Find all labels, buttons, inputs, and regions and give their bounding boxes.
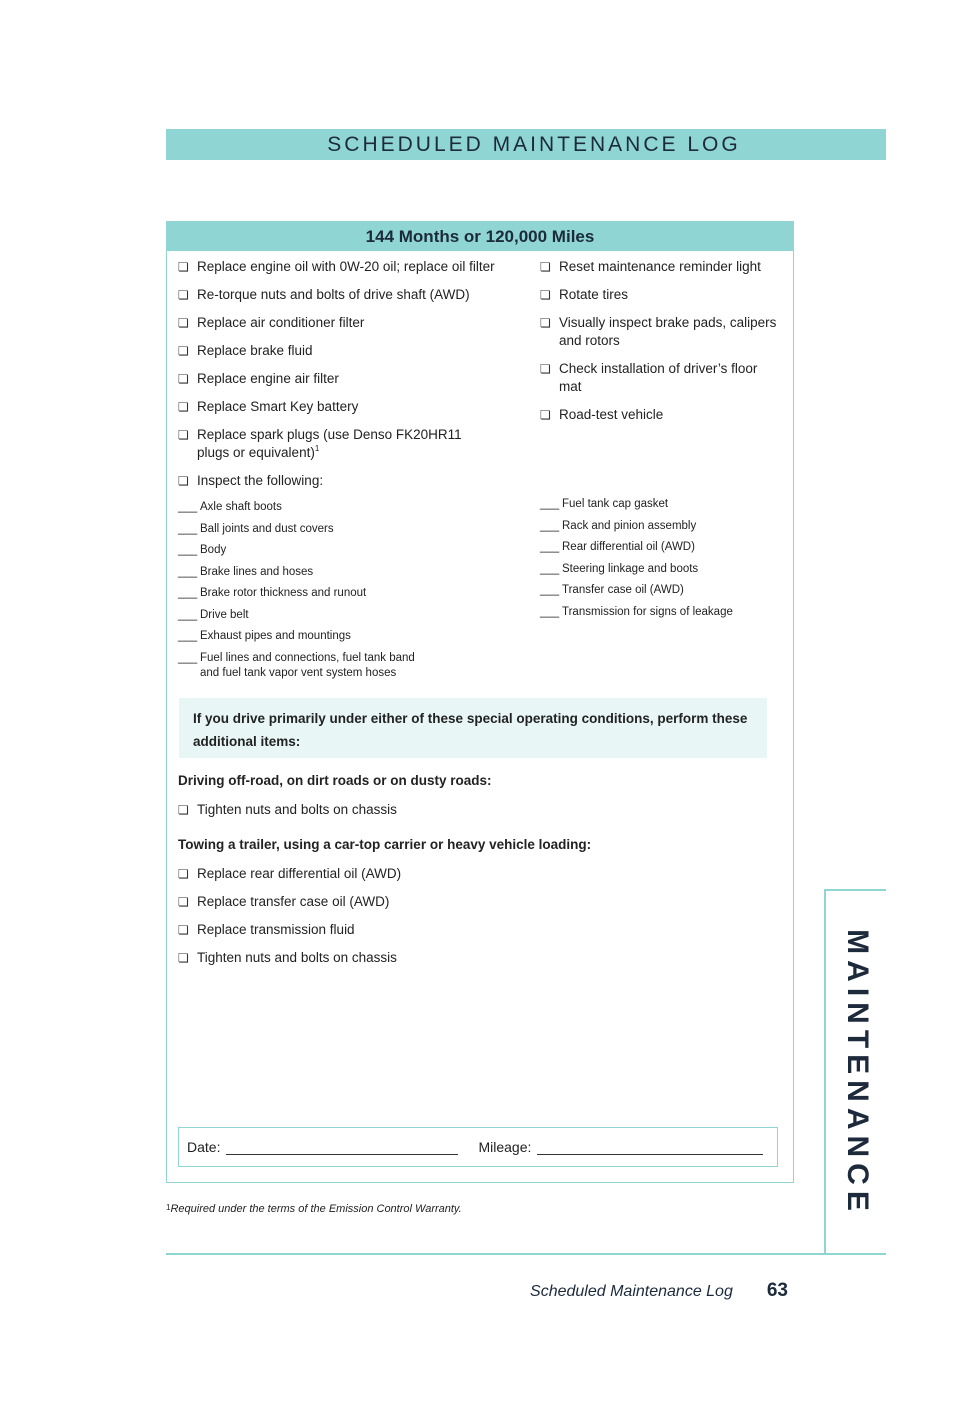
inspection-item[interactable]: ___ Drive belt [178,608,478,623]
maintenance-panel [166,221,794,1183]
checklist-item[interactable]: ❏ Replace transfer case oil (AWD) [178,893,678,911]
checklist-item[interactable]: ❏ Replace rear differential oil (AWD) [178,865,678,883]
inspection-item[interactable]: ___ Body [178,543,478,558]
section-banner-title: SCHEDULED MAINTENANCE LOG [327,132,741,156]
page-footer [530,1280,794,1302]
footnote [166,1203,462,1215]
inspection-item[interactable]: ___ Brake lines and hoses [178,565,478,580]
footer-title: Scheduled Maintenance Log [530,1283,733,1300]
checklist-item[interactable]: ❏ Replace engine air filter [178,370,508,388]
section-banner [166,129,886,160]
checklist-item[interactable]: ❏ Re-torque nuts and bolts of drive shaft (AWD) [178,286,508,304]
checklist-item[interactable]: ❏ Inspect the following: [178,472,508,490]
bottom-divider [166,1253,886,1255]
side-tab-label: MAINTENANCE [841,929,874,1217]
checklist-item[interactable]: ❏ Visually inspect brake pads, calipers and rotors [540,314,780,350]
footnote-text: Required under the terms of the Emission Control Warranty. [170,1203,462,1215]
footnote-marker: 1 [314,444,320,453]
inspection-item[interactable]: ___ Ball joints and dust covers [178,522,478,537]
condition-list-dusty-roads [178,801,678,829]
inspection-list-left [178,500,478,683]
condition-title-towing: Towing a trailer, using a car-top carrier or heavy vehicle loading: [178,837,592,852]
checklist-item[interactable]: ❏ Reset maintenance reminder light [540,258,780,276]
checklist-item[interactable]: ❏ Replace air conditioner filter [178,314,508,332]
inspection-item[interactable]: ___ Fuel tank cap gasket [540,497,780,512]
inspection-item[interactable]: ___ Steering linkage and boots [540,562,780,577]
checklist-item[interactable]: ❏ Rotate tires [540,286,780,304]
page-number: 63 [766,1280,788,1301]
inspection-item[interactable]: ___ Fuel lines and connections, fuel tank band and fuel tank vapor vent system hoses [178,651,478,681]
checklist-item[interactable]: ❏ Replace Smart Key battery [178,398,508,416]
checklist-item[interactable]: ❏ Road-test vehicle [540,406,780,424]
inspection-item[interactable]: ___ Transmission for signs of leakage [540,605,780,620]
inspection-list-right [540,497,780,626]
checklist-item[interactable]: ❏ Replace engine oil with 0W-20 oil; replace oil filter [178,258,508,276]
inspection-item[interactable]: ___ Transfer case oil (AWD) [540,583,780,598]
date-mileage-box [178,1127,778,1167]
special-conditions-note: If you drive primarily under either of these special operating conditions, perform these additional items: [179,698,767,758]
condition-title-dusty-roads: Driving off-road, on dirt roads or on dusty roads: [178,773,492,788]
inspection-item[interactable]: ___ Exhaust pipes and mountings [178,629,478,644]
panel-header [167,222,793,251]
checklist-item[interactable]: ❏ Tighten nuts and bolts on chassis [178,949,678,967]
checklist-item[interactable]: ❏ Replace spark plugs (use Denso FK20HR11 plugs or equivalent)$^1$ [178,426,508,462]
checklist-item[interactable]: ❏ Replace transmission fluid [178,921,678,939]
mileage-field[interactable] [537,1140,763,1155]
date-field[interactable] [226,1140,458,1155]
checklist-item[interactable]: ❏ Check installation of driver’s floor mat [540,360,780,396]
inspection-item[interactable]: ___ Brake rotor thickness and runout [178,586,478,601]
inspection-item[interactable]: ___ Axle shaft boots [178,500,478,515]
condition-list-towing [178,865,678,977]
panel-title: 144 Months or 120,000 Miles [365,226,595,246]
checklist-item[interactable]: ❏ Replace brake fluid [178,342,508,360]
mileage-label: Mileage: [478,1139,532,1155]
left-checklist [178,258,508,500]
inspection-item[interactable]: ___ Rack and pinion assembly [540,519,780,534]
inspection-item-continuation: and fuel tank vapor vent system hoses [200,666,397,679]
footnote-number: 1 [166,1203,171,1212]
date-label: Date: [187,1139,221,1155]
checklist-item[interactable]: ❏ Tighten nuts and bolts on chassis [178,801,678,819]
inspection-item[interactable]: ___ Rear differential oil (AWD) [540,540,780,555]
right-checklist [540,258,780,434]
